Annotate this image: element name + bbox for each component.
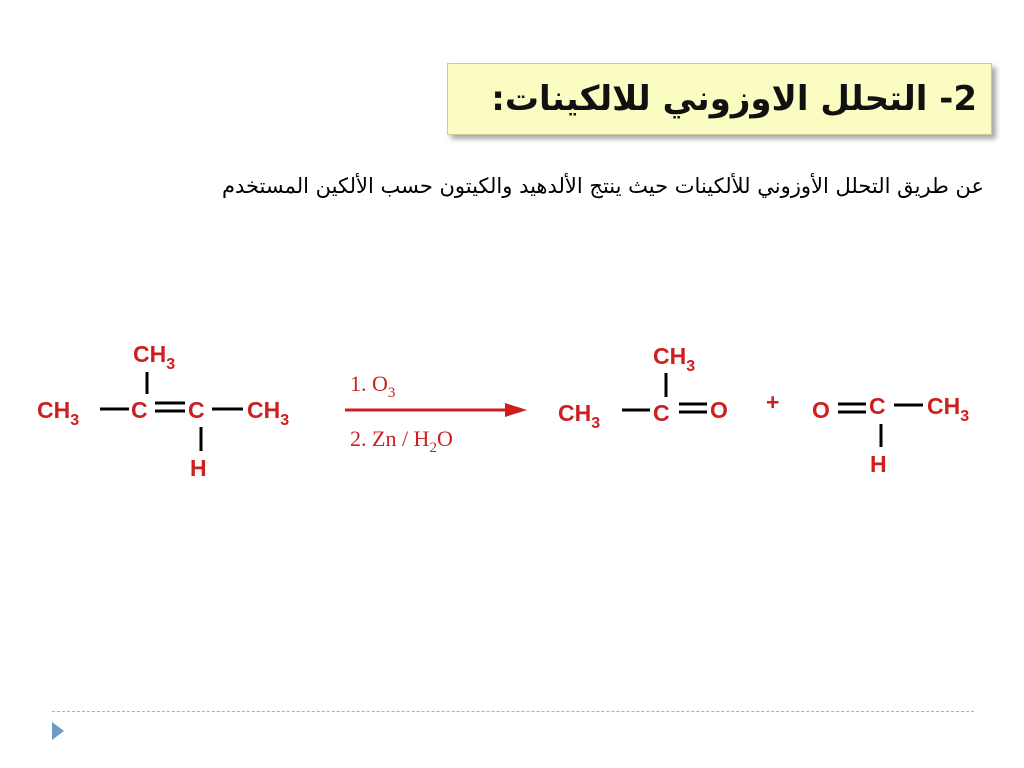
- slide-title: 2- التحلل الاوزوني للالكينات:: [491, 79, 977, 119]
- reaction-arrow-head: [505, 403, 527, 417]
- condition-step-1: 1. $O_3$: [350, 371, 396, 401]
- ketone-left-ch3: $CH_3$: [558, 400, 601, 432]
- slide-body-text: عن طريق التحلل الأوزوني للألكينات حيث ينتج الألدهيد والكيتون حسب الألكين المستخدم: [221, 174, 984, 198]
- reactant-c2: C: [188, 397, 205, 423]
- ketone-o: O: [710, 397, 728, 423]
- footer-triangle-icon: [52, 722, 64, 740]
- product-aldehyde: [812, 393, 969, 477]
- aldehyde-h: H: [870, 451, 887, 477]
- reactant-c1: C: [131, 397, 148, 423]
- reaction-conditions: [345, 371, 527, 456]
- footer-divider: [52, 711, 974, 712]
- aldehyde-o: O: [812, 397, 830, 423]
- product-ketone: [558, 343, 728, 432]
- reactant-right-ch3: $CH_3$: [247, 397, 290, 429]
- condition-step-2: 2. Zn / $H_2O$: [350, 426, 453, 456]
- ketone-top-ch3: $CH_3$: [653, 343, 696, 375]
- reactant-top-ch3: $CH_3$: [133, 341, 176, 373]
- ketone-c: C: [653, 400, 670, 426]
- plus-sign: +: [766, 389, 780, 415]
- reactant-left-ch3: $CH_3$: [37, 397, 80, 429]
- reactant-h: H: [190, 455, 207, 481]
- aldehyde-c: C: [869, 393, 886, 419]
- aldehyde-ch3: $CH_3$: [927, 393, 970, 425]
- reactant-molecule: [37, 341, 289, 481]
